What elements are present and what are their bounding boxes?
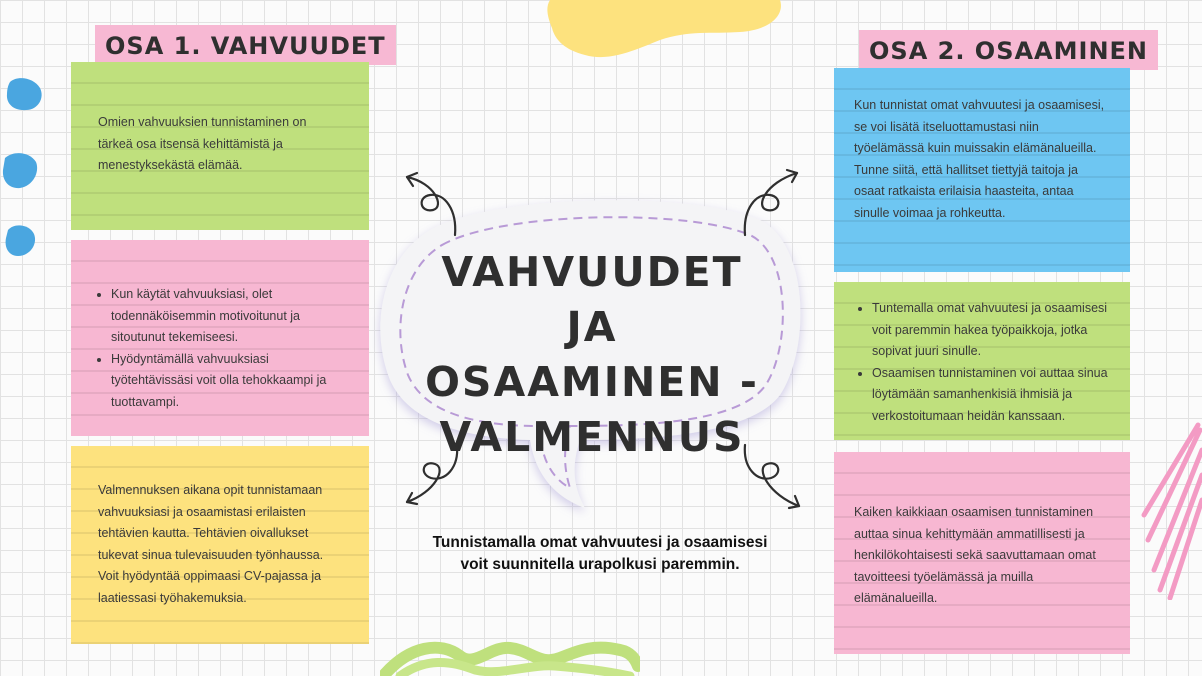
strengths-note-1 (71, 62, 369, 230)
green-scribble (380, 636, 640, 676)
strengths-note-3 (71, 446, 369, 644)
center-subtitle (395, 532, 805, 576)
skills-bullet-list (856, 298, 1112, 428)
curly-arrow-icon (735, 165, 810, 240)
strengths-note-3-text: Valmennuksen aikana opit tunnistamaan vahvuuksiasi ja osaamistasi erilaisten tehtävien kautta. Tehtävien oivallukset tukevat sinua tulevaisuuden työnhaussa. Voit hyödyntää oppimaasi CV-pajassa ja laatiessasi työhakemuksia. (98, 483, 324, 605)
strengths-bullet-list (95, 284, 345, 414)
strengths-note-2 (71, 240, 369, 436)
main-title-line: VAHVUUDET JA (441, 248, 743, 351)
skills-note-3 (834, 452, 1130, 654)
part2-label-text: OSA 2. OSAAMINEN (869, 37, 1149, 65)
part1-label (95, 25, 396, 65)
list-item: • Tuntemalla omat vahvuutesi ja osaamisesi voit paremmin hakea työpaikkoja, jotka sopivat juuri sinulle. (872, 298, 1112, 363)
main-title-line: VALMENNUS (439, 413, 745, 461)
main-title (412, 245, 772, 465)
yellow-paint-blob (540, 0, 790, 70)
part1-label-text: OSA 1. VAHVUUDET (105, 32, 386, 60)
curly-arrow-icon (735, 440, 810, 515)
curly-arrow-icon (395, 165, 470, 240)
skills-note-3-text: Kaiken kaikkiaan osaamisen tunnistaminen auttaa sinua kehittymään ammatillisesti ja henkilökohtaisesti sekä saavuttamaan omat tavoitteesi työelämässä ja muilla elämänalueilla. (854, 505, 1096, 606)
pink-scribble (1140, 420, 1202, 600)
skills-note-2 (834, 282, 1130, 440)
curly-arrow-icon (395, 440, 470, 510)
part2-label (859, 30, 1158, 70)
list-item: • Hyödyntämällä vahvuuksiasi työtehtävissäsi voit olla tehokkaampi ja tuottavampi. (111, 349, 345, 414)
center-subtitle-line: voit suunnitella urapolkusi paremmin. (460, 556, 740, 573)
center-subtitle-line: Tunnistamalla omat vahvuutesi ja osaamisesi (432, 534, 768, 551)
main-title-line: OSAAMINEN - (425, 358, 759, 406)
list-item: • Kun käytät vahvuuksiasi, olet todennäköisemmin motivoitunut ja sitoutunut tekemiseesi. (111, 284, 345, 349)
skills-note-1-text: Kun tunnistat omat vahvuutesi ja osaamisesi, se voi lisätä itseluottamustasi niin työelämässä kuin muissakin elämänalueilla. Tunne siitä, että hallitset tiettyjä taitoja ja osaat ratkaista erilaisia haasteita, antaa sinulle voimaa ja rohkeutta. (854, 98, 1105, 220)
blue-paint-dots (0, 70, 50, 270)
skills-note-1 (834, 68, 1130, 272)
list-item: • Osaamisen tunnistaminen voi auttaa sinua löytämään samanhenkisiä ihmisiä ja verkostoitumaan heidän kanssaan. (872, 363, 1112, 428)
strengths-note-1-text: Omien vahvuuksien tunnistaminen on tärkeä osa itsensä kehittämistä ja menestyksekästä elämää. (98, 115, 307, 173)
